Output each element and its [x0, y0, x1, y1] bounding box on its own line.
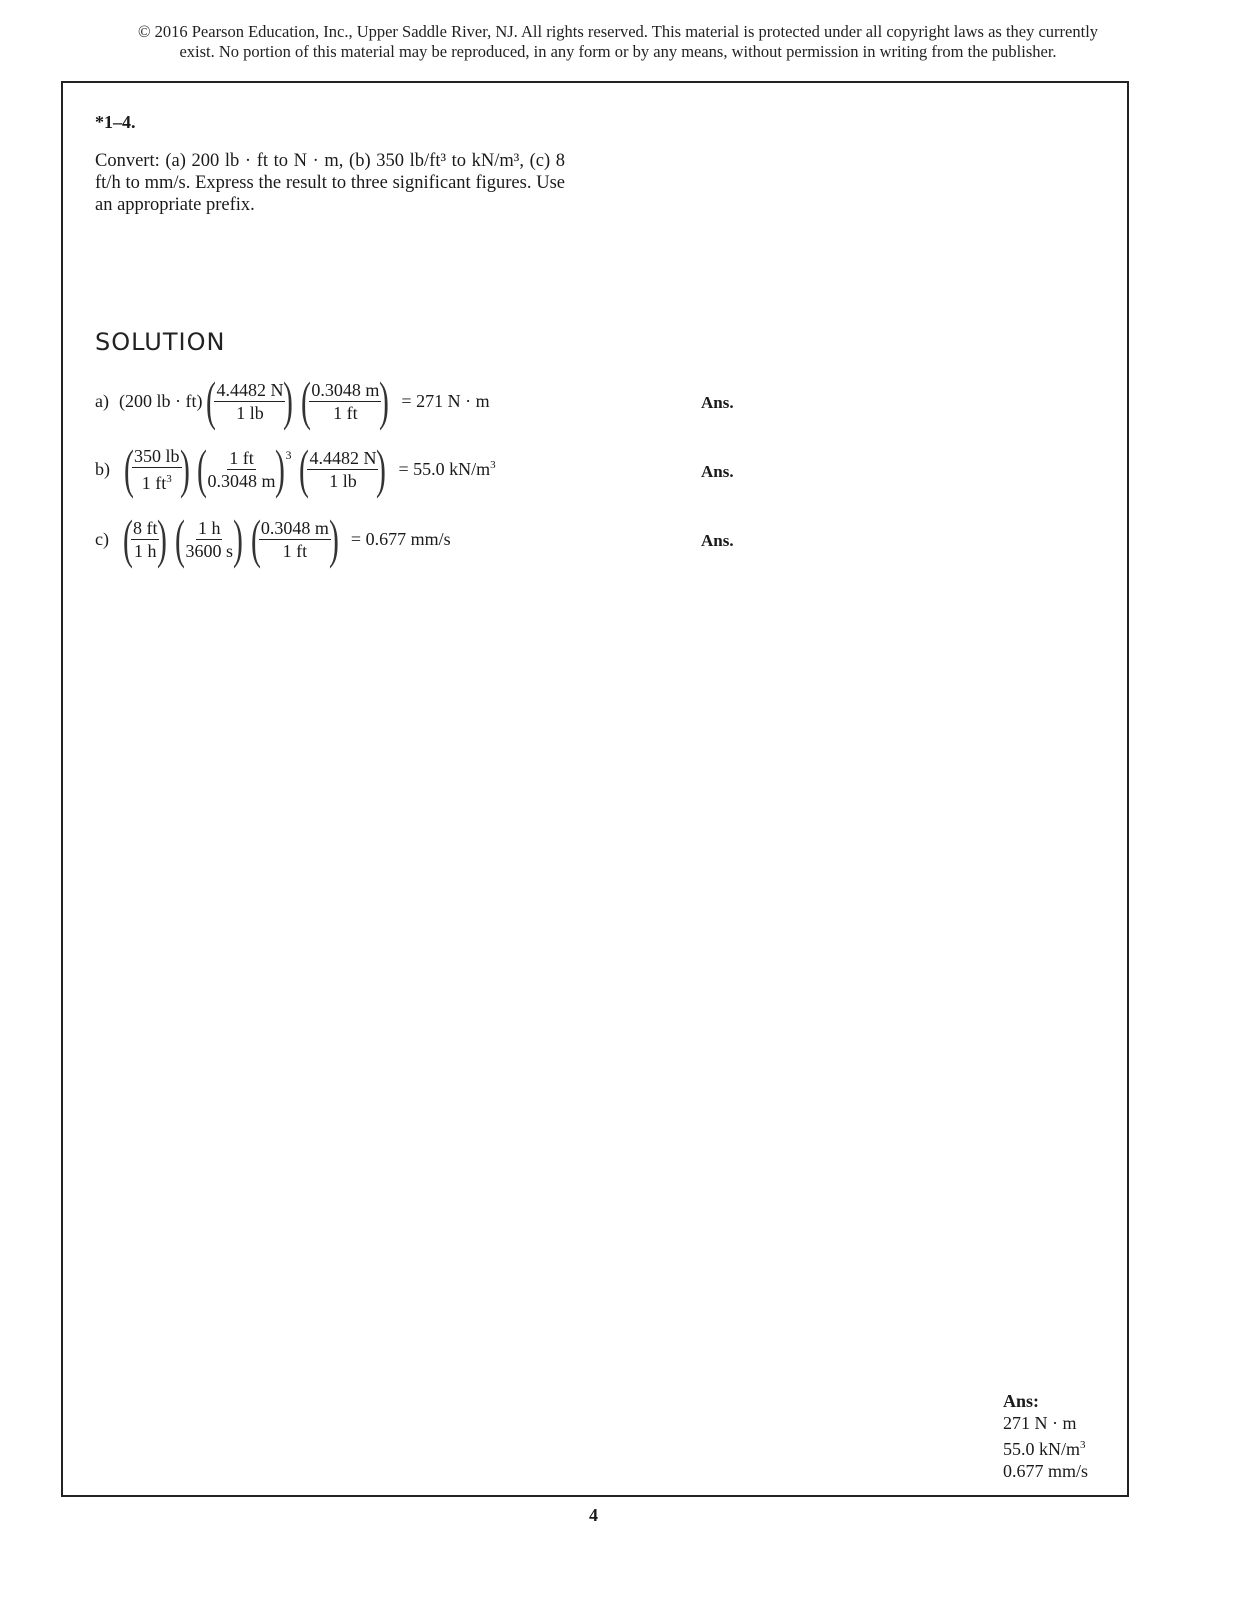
- solution-part-a: [95, 371, 490, 431]
- part-a-f1-numerator: 4.4482 N: [216, 379, 284, 400]
- part-a-f2-denominator: 1 ft: [333, 402, 358, 423]
- part-c-factor-1: ( $\frac{8 ft}{1 h}$ ): [123, 509, 168, 569]
- copyright-line-2: exist. No portion of this material may be reproduced, in any form or by any means, without permission in writing from the publisher.: [179, 42, 1057, 61]
- part-c-result: = 0.677 mm/s: [350, 528, 451, 549]
- solution-heading: SOLUTION: [95, 328, 226, 356]
- part-b-ans-label: Ans.: [701, 462, 734, 481]
- solution-part-b: [95, 439, 496, 499]
- part-a-f1-denominator: 1 lb: [236, 402, 264, 423]
- part-c-f1-numerator: 8 ft: [132, 517, 158, 538]
- part-a-result: = 271 N · m: [401, 390, 490, 411]
- part-b-f1-numerator: 350 lb: [133, 445, 180, 466]
- part-c-f1-denominator: 1 h: [133, 540, 157, 561]
- part-a-ans-label: Ans.: [701, 393, 734, 412]
- part-b-f2-exponent: 3: [285, 448, 292, 462]
- part-c-label: c): [95, 528, 109, 549]
- part-c-f3-numerator: 0.3048 m: [260, 517, 329, 538]
- copyright-notice: [60, 22, 1176, 62]
- part-a-f2-numerator: 0.3048 m: [311, 379, 380, 400]
- part-b-factor-3: ( $\frac{4.4482 N}{1 lb}$ ): [299, 439, 387, 499]
- answer-summary-line-2: 55.0 $kN/m^3$: [1003, 1439, 1086, 1459]
- answer-summary-line-3: 0.677 mm/s: [1003, 1461, 1089, 1481]
- copyright-line-1: © 2016 Pearson Education, Inc., Upper Saddle River, NJ. All rights reserved. This material is protected under all copyright laws as they currently: [137, 22, 1099, 41]
- solution-part-c: [95, 509, 451, 569]
- part-c-ans-label: Ans.: [701, 531, 734, 550]
- part-b-factor-1: ( $\frac{350 lb}{1 ft^3}$ ): [124, 439, 190, 499]
- part-b-factor-2: ( $\frac{1 ft}{0.3048 m}$ ): [197, 439, 286, 499]
- page-number: 4: [589, 1505, 598, 1525]
- part-b-label: b): [95, 458, 110, 479]
- part-c-f2-denominator: 3600 s: [185, 540, 233, 561]
- part-c-factor-3: ( $\frac{0.3048 m}{1 ft}$ ): [250, 509, 339, 569]
- answer-summary-title: Ans:: [1003, 1391, 1040, 1411]
- part-b-f2-denominator: 0.3048 m: [207, 470, 276, 491]
- part-b-result: = 55.0 $kN/m^3$: [398, 458, 496, 479]
- part-c-f3-denominator: 1 ft: [282, 540, 308, 561]
- part-c-f2-numerator: 1 h: [197, 517, 221, 538]
- part-a-lead: (200 lb · ft): [118, 390, 203, 411]
- content-frame: [61, 81, 1129, 1497]
- part-a-label: a): [95, 390, 109, 411]
- part-b-f3-numerator: 4.4482 N: [309, 447, 377, 468]
- part-a-factor-2: ( $\frac{0.3048 m}{1 ft}$ ): [301, 371, 390, 431]
- part-b-f3-denominator: 1 lb: [329, 470, 357, 491]
- part-b-f2-numerator: 1 ft: [229, 447, 254, 468]
- problem-number: *1–4.: [95, 112, 136, 132]
- part-b-f1-denominator: 1 $ft^3$: [141, 472, 172, 493]
- answer-summary: [1003, 1390, 1088, 1482]
- problem-statement: Convert: (a) 200 lb · ft to N · m, (b) 350 lb/ft³ to kN/m³, (c) 8 ft/h to mm/s. Express the result to three significant figures. Use an appropriate prefix.: [95, 151, 565, 215]
- part-c-factor-2: ( $\frac{1 h}{3600 s}$ ): [175, 509, 243, 569]
- part-a-factor-1: ( $\frac{4.4482 N}{1 lb}$ ): [206, 371, 294, 431]
- answer-summary-line-1: 271 N · m: [1003, 1413, 1077, 1433]
